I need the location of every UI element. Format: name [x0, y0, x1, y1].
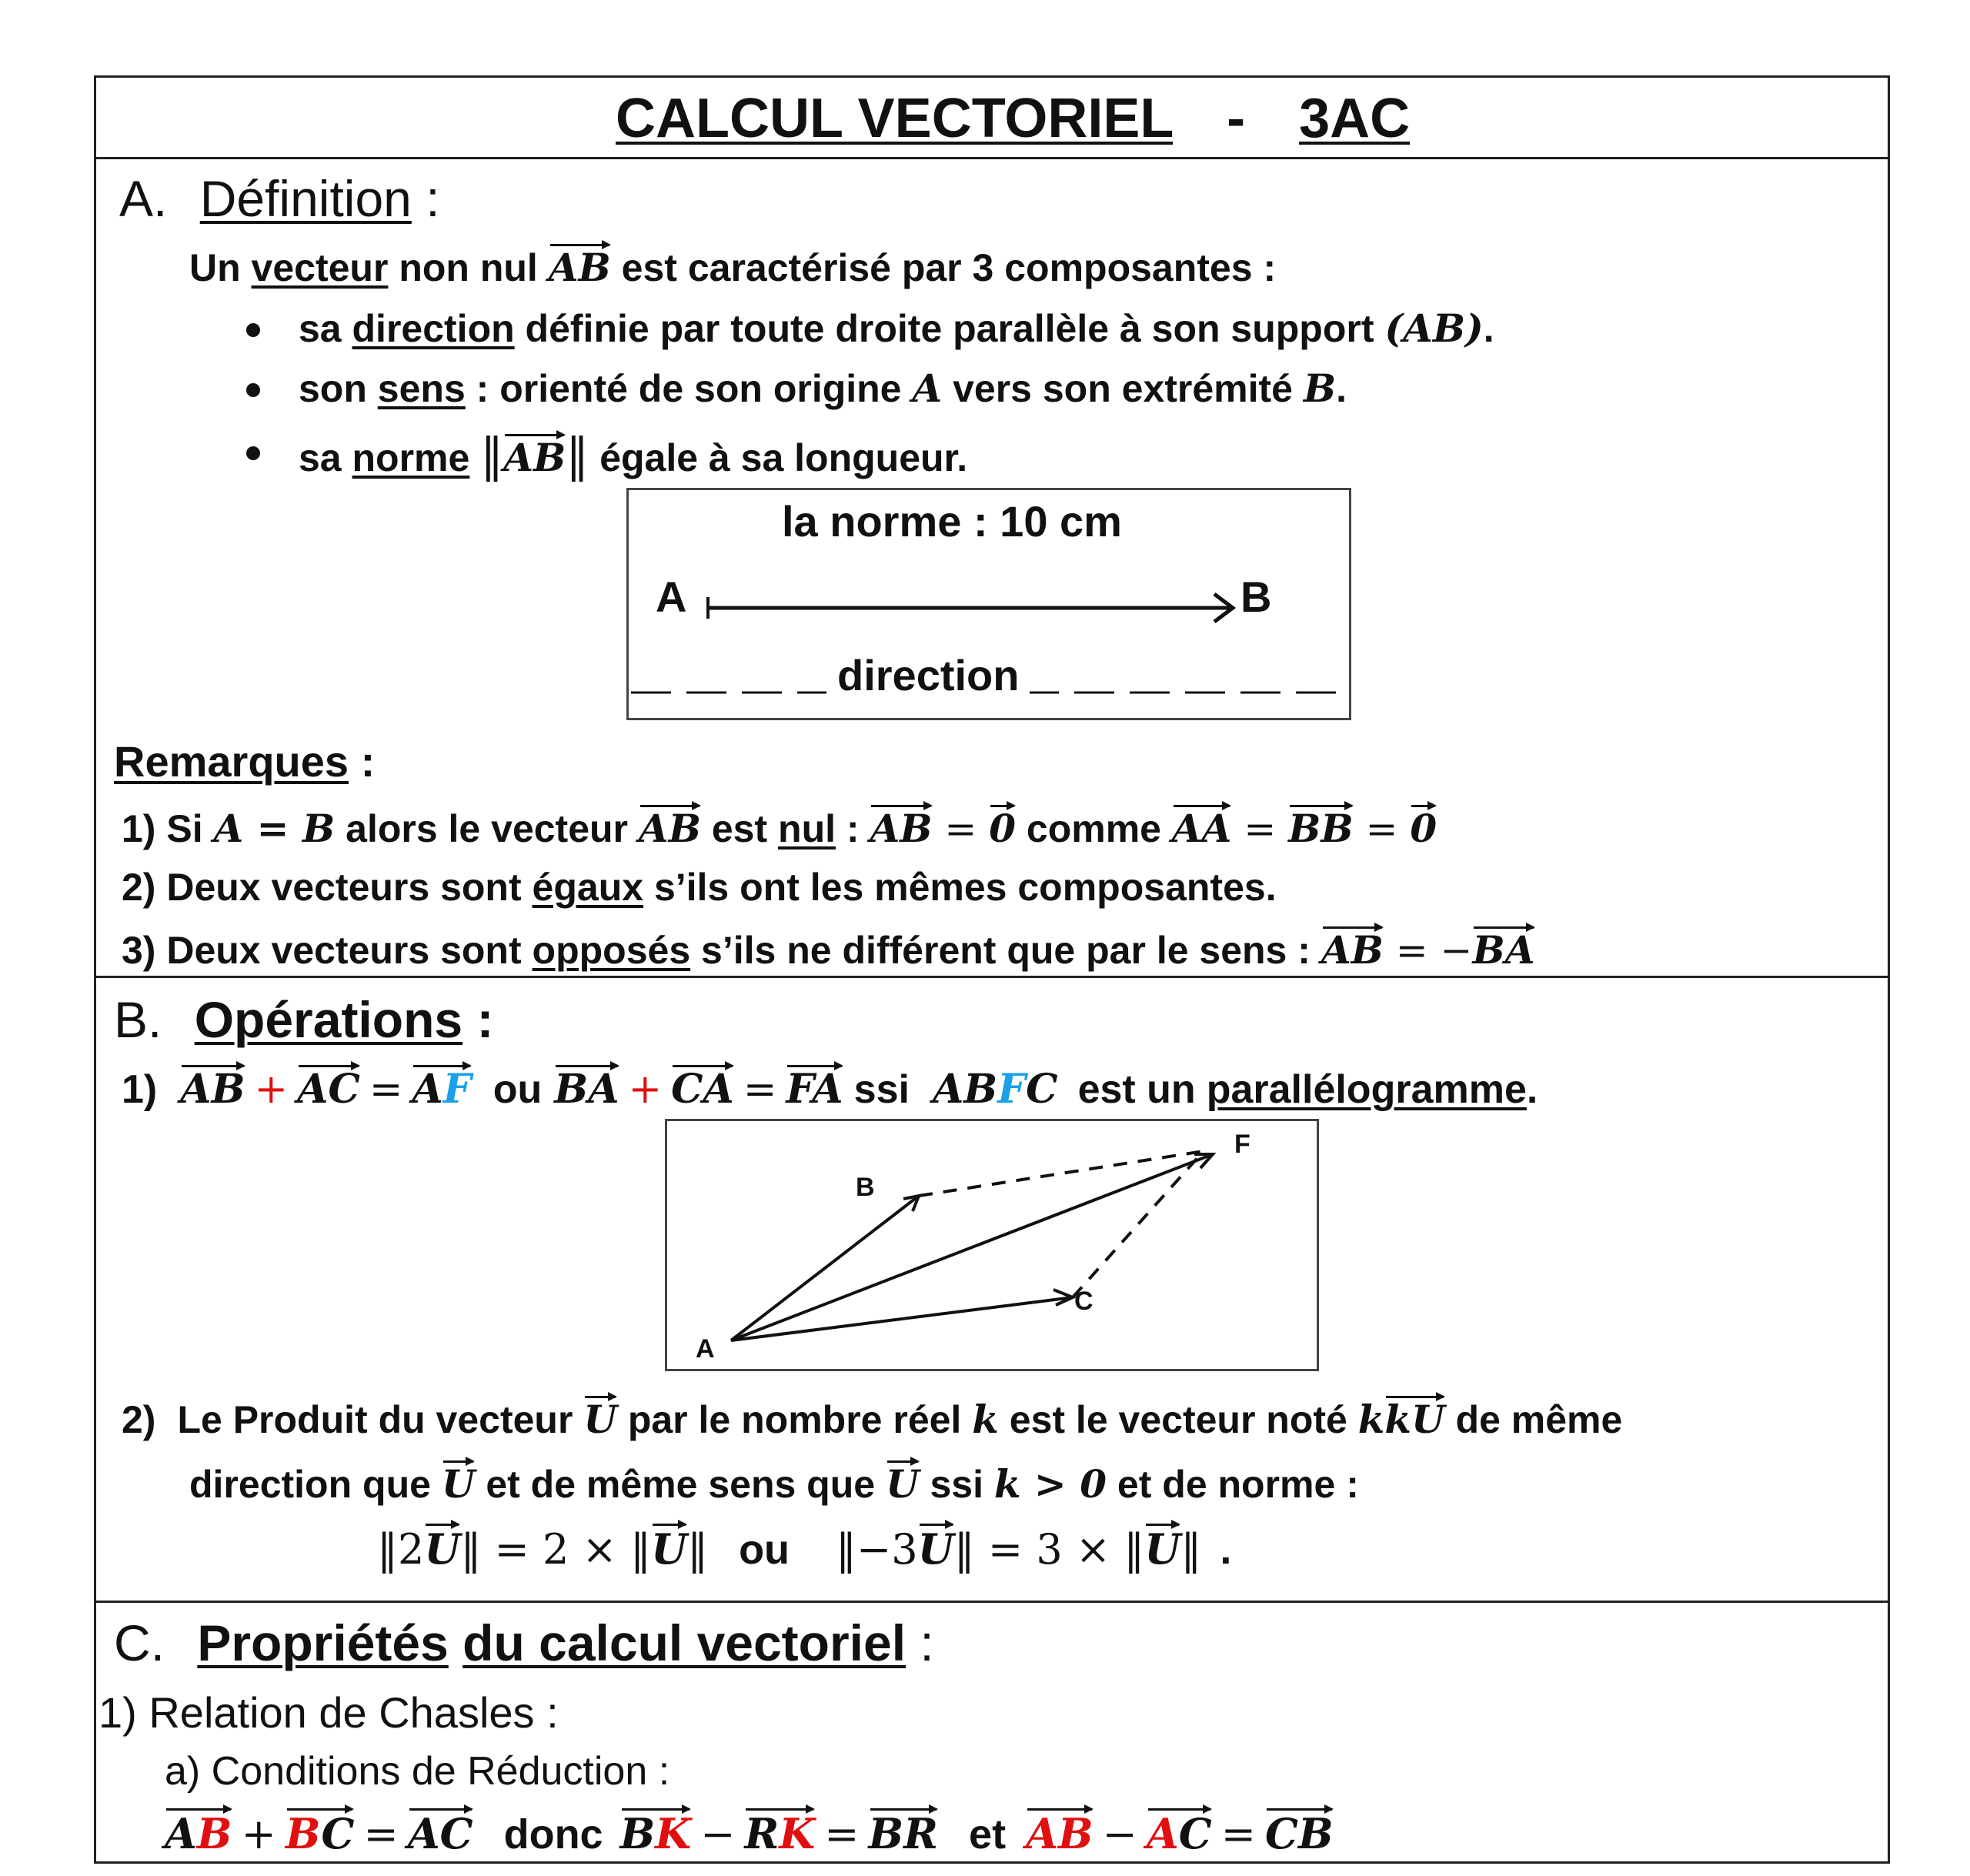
product-line-1: 2) Le Produit du vecteur U par le nombre réel k est le vecteur noté kkU de même [122, 1397, 1623, 1442]
vector-u: U [441, 1461, 476, 1507]
section-b-letter: B. [114, 991, 162, 1048]
chasles-heading: 1) Relation de Chasles : [98, 1688, 559, 1737]
page-title [616, 88, 1411, 149]
point-f-label: F [1234, 1130, 1250, 1159]
point-c-label: C [1074, 1287, 1094, 1316]
bullet-sens: son sens : orienté de son origine A vers son extrémité B. [299, 366, 1347, 411]
remark-3: 3) Deux vecteurs sont opposés s’ils ne différent que par le sens : AB = −BA [122, 927, 1535, 973]
section-c-colon: : [920, 1614, 934, 1671]
term-opposes: opposés [532, 929, 691, 972]
vector-bc: BC [285, 1809, 355, 1858]
operation-addition: 1) AB + AC = AF ou BA + CA = FA ssi ABFC est un parallélogramme. [122, 1066, 1538, 1113]
vector-u: U [583, 1397, 617, 1442]
chasles-formula: AB + BC = AC donc BK − RK = BR et AB − AC = CB [165, 1809, 1334, 1858]
vector-aa: AA [1171, 806, 1232, 851]
bullet-dot [246, 323, 260, 337]
vector-ab: AB [638, 806, 701, 851]
null-vector: 0 [1410, 806, 1437, 851]
vector-ku: kkU [1357, 1397, 1445, 1442]
term-parallelogramme: parallélogramme [1206, 1067, 1527, 1112]
term-egaux: égaux [532, 866, 644, 909]
section-c-title-b: du calcul vectoriel [462, 1614, 907, 1671]
vector-ac: AC [1146, 1809, 1212, 1858]
product-line-2: direction que U et de même sens que U ssi k > 0 et de norme : [189, 1461, 1359, 1507]
bullet-dot [246, 446, 260, 460]
section-c-heading [114, 1614, 934, 1671]
title-divider [94, 157, 1890, 159]
term-norme: norme [352, 436, 470, 479]
direction-label: direction [826, 654, 1030, 697]
vector-ab: AB [165, 1809, 232, 1858]
vector-ab: AB [1321, 927, 1384, 973]
section-divider-bc [94, 1601, 1890, 1603]
section-c-title-a: Propriétés [197, 1614, 449, 1671]
section-b-title: Opérations [194, 991, 463, 1048]
point-b-label: B [856, 1173, 875, 1202]
section-b-colon: : [476, 991, 494, 1048]
section-a-colon: : [426, 170, 440, 227]
null-vector: 0 [989, 806, 1016, 851]
term-direction: direction [352, 307, 515, 350]
parallelogram-diagram [665, 1119, 1319, 1371]
abfc: ABFC [932, 1066, 1058, 1113]
remarks-heading: Remarques : [114, 737, 376, 786]
vector-cb: CB [1265, 1809, 1334, 1858]
term-nul: nul [778, 807, 836, 850]
term-vecteur: vecteur [251, 246, 389, 289]
title-level: 3AC [1299, 88, 1411, 149]
section-a-letter: A. [119, 170, 168, 227]
title-main: CALCUL VECTORIEL [616, 88, 1174, 149]
remark-2: 2) Deux vecteurs sont égaux s’ils ont les mêmes composantes. [122, 866, 1277, 909]
vector-bk: BK [619, 1809, 692, 1858]
vector-af: AF [412, 1066, 472, 1113]
vector-ab: AB [870, 806, 933, 851]
bullet-norme: sa norme ‖AB‖ égale à sa longueur. [299, 429, 968, 482]
vector-ab: AB [503, 435, 566, 480]
vector-u: U [885, 1461, 920, 1507]
bullet-direction: sa direction définie par toute droite parallèle à son support (AB). [299, 305, 1494, 351]
point-a-label: A [656, 572, 687, 621]
section-c-letter: C. [114, 1614, 165, 1671]
section-a-heading [119, 170, 440, 227]
bullet-dot [246, 383, 260, 397]
definition-intro: Un vecteur non nul AB est caractérisé par 3 composantes : [189, 245, 1277, 290]
vector-br: BR [868, 1809, 939, 1858]
point-a-label: A [696, 1334, 715, 1364]
point-b-label: B [1240, 572, 1272, 621]
term-sens: sens [377, 367, 466, 410]
remark-1: 1) Si A = B alors le vecteur AB est nul : AB = 0 comme AA = BB = 0 [122, 806, 1437, 851]
product-norms: ‖2U‖ = 2 × ‖U‖ ou ‖−3U‖ = 3 × ‖U‖ . [377, 1524, 1232, 1574]
vector-rk: RK [744, 1809, 816, 1858]
section-divider-ab [94, 976, 1890, 978]
norm-label: la norme : 10 cm [782, 497, 1122, 546]
vector-bb: BB [1288, 806, 1354, 851]
section-a-title: Définition [199, 170, 412, 227]
vector-ab-arrow [693, 585, 1247, 631]
remarks-title: Remarques [114, 737, 349, 786]
vector-ab: AB [1026, 1809, 1094, 1858]
vector-ba: BA [1472, 927, 1535, 973]
vector-ac: AC [407, 1809, 473, 1858]
vector-ab: AB [548, 245, 611, 290]
reduction-heading: a) Conditions de Réduction : [165, 1749, 670, 1794]
section-b-heading [114, 991, 494, 1048]
title-dash: - [1227, 88, 1246, 149]
